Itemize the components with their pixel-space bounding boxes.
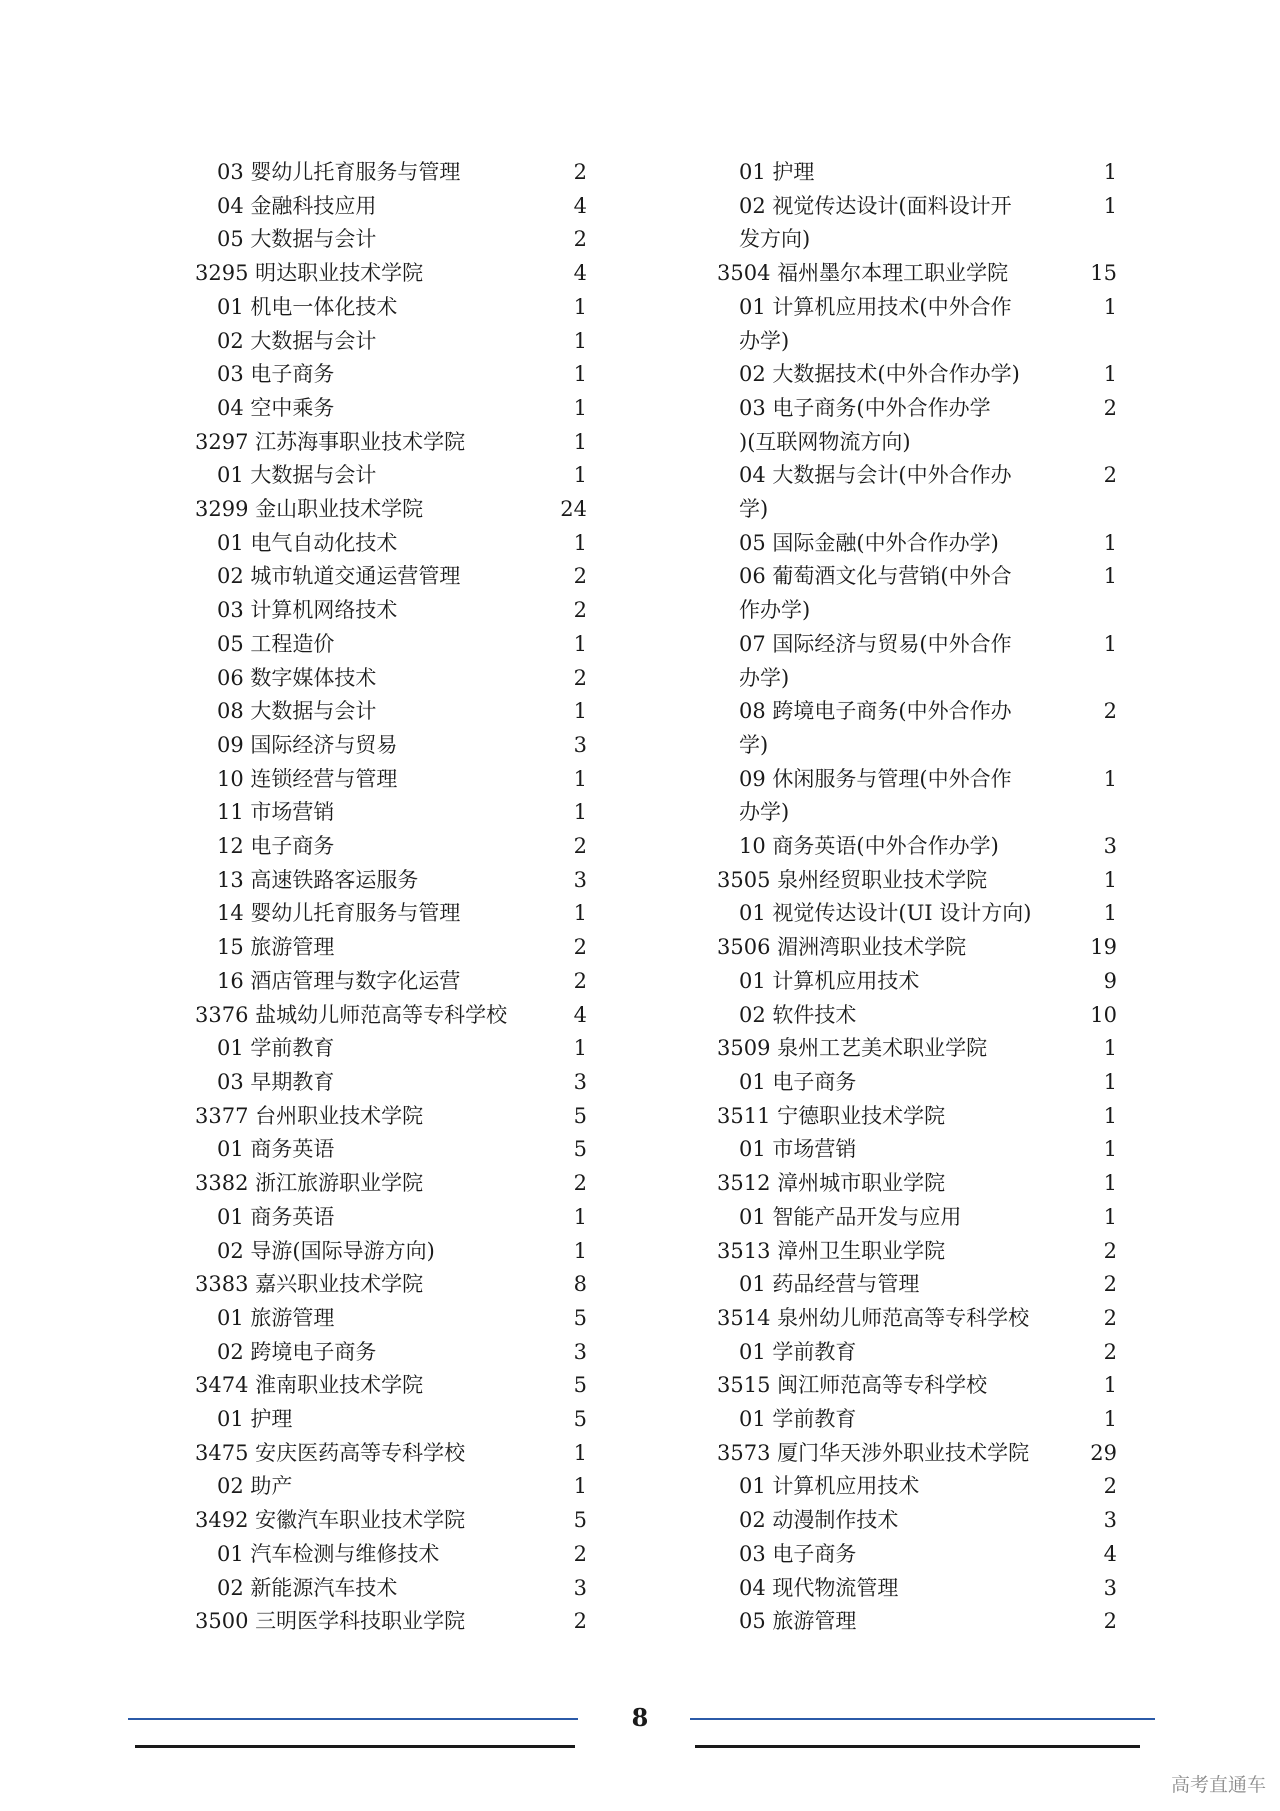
major-row	[717, 156, 1117, 190]
major-name: 01 护理	[217, 1407, 293, 1432]
school-name: 3299 金山职业技术学院	[195, 497, 424, 522]
major-name: 01 电子商务	[739, 1069, 857, 1094]
plan-count: 2	[1103, 1238, 1117, 1263]
major-name: 03 电子商务	[739, 1541, 857, 1566]
major-name: 08 大数据与会计	[217, 699, 377, 724]
major-row	[717, 830, 1117, 864]
plan-count: 2	[573, 968, 587, 993]
plan-count: 1	[573, 1238, 587, 1263]
major-name: 01 商务英语	[217, 1204, 335, 1229]
plan-count: 1	[1103, 901, 1117, 926]
plan-count: 1	[573, 328, 587, 353]
school-name: 3512 漳州城市职业学院	[717, 1171, 946, 1196]
left-column	[195, 156, 595, 1639]
school-name: 3382 浙江旅游职业学院	[195, 1171, 424, 1196]
major-row	[195, 1572, 595, 1606]
major-row	[717, 560, 1117, 627]
major-row	[195, 325, 595, 359]
school-name: 3509 泉州工艺美术职业学院	[717, 1036, 988, 1061]
major-row	[195, 156, 595, 190]
major-name: 01 机电一体化技术	[217, 294, 398, 319]
school-name: 3297 江苏海事职业技术学院	[195, 429, 466, 454]
plan-count: 4	[573, 1002, 587, 1027]
plan-count: 1	[1103, 530, 1117, 555]
school-row	[717, 1369, 1117, 1403]
major-row	[195, 729, 595, 763]
major-row	[717, 1268, 1117, 1302]
plan-count: 1	[573, 463, 587, 488]
major-row	[195, 1235, 595, 1269]
school-name: 3505 泉州经贸职业技术学院	[717, 867, 988, 892]
plan-count: 1	[573, 901, 587, 926]
plan-count: 5	[573, 1508, 587, 1533]
major-row	[717, 1201, 1117, 1235]
school-name: 3295 明达职业技术学院	[195, 261, 424, 286]
major-name: 10 商务英语(中外合作办学)	[739, 834, 999, 859]
plan-count: 1	[1103, 1171, 1117, 1196]
plan-count: 2	[1103, 1474, 1117, 1499]
major-name: 01 学前教育	[739, 1339, 857, 1364]
school-name: 3511 宁德职业技术学院	[717, 1103, 946, 1128]
major-row	[717, 358, 1117, 392]
major-row	[717, 628, 1117, 695]
plan-count: 10	[1090, 1002, 1117, 1027]
major-row	[717, 1538, 1117, 1572]
footer-line-bottom-left	[135, 1745, 575, 1748]
major-row	[717, 763, 1117, 830]
major-name: 07 国际经济与贸易(中外合作 办学)	[739, 631, 1012, 690]
plan-count: 1	[573, 530, 587, 555]
plan-count: 1	[1103, 766, 1117, 791]
plan-count: 1	[1103, 631, 1117, 656]
major-row	[195, 1133, 595, 1167]
plan-count: 1	[1103, 1036, 1117, 1061]
plan-count: 19	[1090, 935, 1117, 960]
school-row	[195, 1605, 595, 1639]
school-row	[195, 1100, 595, 1134]
plan-count: 15	[1090, 261, 1117, 286]
major-row	[195, 1201, 595, 1235]
plan-count: 1	[573, 1204, 587, 1229]
major-name: 01 护理	[739, 160, 815, 184]
school-name: 3377 台州职业技术学院	[195, 1103, 424, 1128]
school-row	[195, 1167, 595, 1201]
major-name: 08 跨境电子商务(中外合作办 学)	[739, 699, 1012, 757]
plan-count: 2	[1103, 699, 1117, 724]
school-row	[717, 1235, 1117, 1269]
major-row	[717, 1470, 1117, 1504]
school-row	[195, 1437, 595, 1471]
plan-count: 1	[1103, 160, 1117, 184]
major-row	[717, 1066, 1117, 1100]
school-name: 3376 盐城幼儿师范高等专科学校	[195, 1002, 508, 1027]
plan-count: 1	[573, 429, 587, 454]
major-row	[717, 459, 1117, 526]
school-row	[717, 864, 1117, 898]
major-name: 06 葡萄酒文化与营销(中外合 作办学)	[739, 564, 1012, 623]
plan-count: 2	[573, 160, 587, 184]
major-row	[717, 392, 1117, 459]
major-name: 03 婴幼儿托育服务与管理	[217, 160, 461, 184]
major-row	[195, 1538, 595, 1572]
major-row	[717, 1336, 1117, 1370]
major-name: 04 金融科技应用	[217, 193, 377, 218]
major-name: 01 大数据与会计	[217, 463, 377, 488]
plan-count: 1	[573, 631, 587, 656]
school-name: 3513 漳州卫生职业学院	[717, 1238, 946, 1263]
plan-count: 5	[573, 1103, 587, 1128]
school-name: 3506 湄洲湾职业技术学院	[717, 935, 967, 960]
major-row	[717, 1605, 1117, 1639]
major-row	[195, 1336, 595, 1370]
major-name: 01 智能产品开发与应用	[739, 1204, 962, 1229]
school-name: 3492 安徽汽车职业技术学院	[195, 1508, 466, 1533]
school-row	[195, 999, 595, 1033]
major-name: 02 视觉传达设计(面料设计开 发方向)	[739, 193, 1012, 252]
major-row	[717, 897, 1117, 931]
major-name: 02 助产	[217, 1474, 293, 1499]
school-row	[195, 1268, 595, 1302]
plan-count: 2	[573, 834, 587, 859]
plan-count: 2	[1103, 1339, 1117, 1364]
plan-count: 2	[1103, 1272, 1117, 1297]
major-name: 01 旅游管理	[217, 1305, 335, 1330]
major-row	[195, 796, 595, 830]
major-name: 13 高速铁路客运服务	[217, 867, 419, 892]
major-row	[195, 223, 595, 257]
plan-count: 4	[573, 261, 587, 286]
plan-count: 8	[573, 1272, 587, 1297]
major-row	[717, 1504, 1117, 1538]
school-row	[195, 257, 595, 291]
major-name: 04 现代物流管理	[739, 1575, 899, 1600]
plan-count: 1	[573, 1440, 587, 1465]
plan-count: 3	[573, 867, 587, 892]
major-row	[195, 392, 595, 426]
plan-count: 1	[1103, 362, 1117, 387]
plan-count: 1	[1103, 1407, 1117, 1432]
school-row	[717, 1100, 1117, 1134]
plan-count: 2	[573, 935, 587, 960]
major-row	[195, 763, 595, 797]
plan-count: 3	[1103, 834, 1117, 859]
footer-line-top-left	[128, 1718, 578, 1720]
major-row	[195, 897, 595, 931]
major-row	[195, 527, 595, 561]
major-name: 01 计算机应用技术	[739, 968, 920, 993]
major-row	[195, 358, 595, 392]
major-name: 05 旅游管理	[739, 1609, 857, 1634]
school-row	[717, 1032, 1117, 1066]
major-name: 02 大数据技术(中外合作办学)	[739, 362, 1020, 387]
plan-count: 3	[573, 1575, 587, 1600]
major-row	[195, 1302, 595, 1336]
plan-count: 1	[1103, 294, 1117, 319]
major-name: 10 连锁经营与管理	[217, 766, 398, 791]
school-row	[717, 1302, 1117, 1336]
major-name: 02 导游(国际导游方向)	[217, 1238, 435, 1263]
right-column	[717, 156, 1117, 1639]
major-name: 12 电子商务	[217, 834, 335, 859]
school-name: 3383 嘉兴职业技术学院	[195, 1272, 424, 1297]
plan-count: 2	[573, 564, 587, 589]
plan-count: 1	[1103, 1204, 1117, 1229]
major-row	[195, 931, 595, 965]
major-name: 01 商务英语	[217, 1137, 335, 1162]
major-name: 09 国际经济与贸易	[217, 732, 398, 757]
plan-count: 2	[573, 665, 587, 690]
major-name: 01 计算机应用技术(中外合作 办学)	[739, 294, 1012, 353]
plan-count: 2	[573, 598, 587, 623]
major-name: 09 休闲服务与管理(中外合作 办学)	[739, 766, 1012, 825]
major-row	[717, 190, 1117, 257]
major-row	[195, 190, 595, 224]
plan-count: 1	[573, 1036, 587, 1061]
page-number: 8	[631, 1703, 649, 1732]
plan-count: 4	[1103, 1541, 1117, 1566]
major-row	[195, 560, 595, 594]
major-name: 02 城市轨道交通运营管理	[217, 564, 461, 589]
major-name: 01 药品经营与管理	[739, 1272, 920, 1297]
plan-count: 29	[1090, 1440, 1117, 1465]
major-name: 03 电子商务	[217, 362, 335, 387]
major-name: 03 早期教育	[217, 1069, 335, 1094]
school-row	[717, 1437, 1117, 1471]
major-row	[195, 662, 595, 696]
plan-count: 2	[1103, 1609, 1117, 1634]
school-row	[195, 1369, 595, 1403]
major-name: 03 计算机网络技术	[217, 598, 398, 623]
major-name: 15 旅游管理	[217, 935, 335, 960]
major-name: 05 工程造价	[217, 631, 335, 656]
plan-count: 1	[573, 294, 587, 319]
plan-count: 1	[573, 395, 587, 420]
plan-count: 1	[573, 699, 587, 724]
school-row	[717, 1167, 1117, 1201]
major-row	[195, 695, 595, 729]
major-name: 16 酒店管理与数字化运营	[217, 968, 461, 993]
school-name: 3475 安庆医药高等专科学校	[195, 1440, 466, 1465]
major-name: 01 学前教育	[217, 1036, 335, 1061]
plan-count: 2	[573, 1541, 587, 1566]
plan-count: 3	[573, 1339, 587, 1364]
major-row	[717, 1572, 1117, 1606]
plan-count: 3	[573, 732, 587, 757]
plan-count: 3	[573, 1069, 587, 1094]
major-name: 01 学前教育	[739, 1407, 857, 1432]
plan-count: 9	[1103, 968, 1117, 993]
plan-count: 5	[573, 1137, 587, 1162]
major-name: 14 婴幼儿托育服务与管理	[217, 901, 461, 926]
major-name: 02 软件技术	[739, 1002, 857, 1027]
plan-count: 2	[1103, 1305, 1117, 1330]
major-row	[717, 527, 1117, 561]
major-row	[717, 999, 1117, 1033]
major-row	[195, 628, 595, 662]
major-name: 05 国际金融(中外合作办学)	[739, 530, 999, 555]
plan-count: 1	[1103, 1137, 1117, 1162]
major-row	[195, 864, 595, 898]
plan-count: 1	[573, 362, 587, 387]
major-row	[195, 830, 595, 864]
plan-count: 24	[560, 497, 587, 522]
major-name: 01 电气自动化技术	[217, 530, 398, 555]
major-row	[717, 695, 1117, 762]
major-row	[195, 965, 595, 999]
major-row	[717, 1403, 1117, 1437]
watermark: 高考直通车	[1170, 1774, 1266, 1796]
plan-count: 2	[573, 227, 587, 252]
major-name: 02 大数据与会计	[217, 328, 377, 353]
school-row	[717, 257, 1117, 291]
plan-count: 2	[1103, 463, 1117, 488]
major-name: 11 市场营销	[217, 800, 335, 825]
footer-line-bottom-right	[695, 1745, 1140, 1748]
major-name: 01 市场营销	[739, 1137, 857, 1162]
plan-count: 3	[1103, 1508, 1117, 1533]
plan-count: 5	[573, 1305, 587, 1330]
major-row	[717, 965, 1117, 999]
footer-line-top-right	[690, 1718, 1155, 1720]
school-row	[717, 931, 1117, 965]
major-row	[195, 291, 595, 325]
plan-count: 5	[573, 1407, 587, 1432]
major-row	[195, 594, 595, 628]
school-name: 3573 厦门华天涉外职业技术学院	[717, 1440, 1030, 1465]
major-name: 01 汽车检测与维修技术	[217, 1541, 440, 1566]
major-row	[195, 1066, 595, 1100]
school-name: 3515 闽江师范高等专科学校	[717, 1373, 988, 1398]
school-row	[195, 426, 595, 460]
plan-count: 2	[1103, 395, 1117, 420]
plan-count: 2	[573, 1171, 587, 1196]
school-name: 3474 淮南职业技术学院	[195, 1373, 424, 1398]
plan-count: 3	[1103, 1575, 1117, 1600]
major-row	[717, 291, 1117, 358]
school-row	[195, 493, 595, 527]
major-name: 05 大数据与会计	[217, 227, 377, 252]
plan-count: 5	[573, 1373, 587, 1398]
major-name: 02 动漫制作技术	[739, 1508, 899, 1533]
major-row	[195, 1403, 595, 1437]
plan-count: 4	[573, 193, 587, 218]
major-name: 02 新能源汽车技术	[217, 1575, 398, 1600]
major-name: 06 数字媒体技术	[217, 665, 377, 690]
plan-count: 1	[1103, 867, 1117, 892]
school-name: 3514 泉州幼儿师范高等专科学校	[717, 1305, 1030, 1330]
plan-count: 1	[1103, 1373, 1117, 1398]
plan-count: 1	[1103, 1103, 1117, 1128]
major-name: 01 计算机应用技术	[739, 1474, 920, 1499]
major-name: 03 电子商务(中外合作办学 )(互联网物流方向)	[739, 395, 991, 454]
major-name: 01 视觉传达设计(UI 设计方向)	[739, 901, 1032, 926]
school-name: 3504 福州墨尔本理工职业学院	[717, 261, 1009, 286]
major-name: 02 跨境电子商务	[217, 1339, 377, 1364]
major-row	[195, 1470, 595, 1504]
school-name: 3500 三明医学科技职业学院	[195, 1609, 466, 1634]
plan-count: 1	[573, 766, 587, 791]
major-name: 04 空中乘务	[217, 395, 335, 420]
plan-count: 1	[1103, 1069, 1117, 1094]
plan-count: 1	[573, 800, 587, 825]
school-row	[195, 1504, 595, 1538]
plan-count: 1	[1103, 193, 1117, 218]
plan-count: 2	[573, 1609, 587, 1634]
plan-count: 1	[1103, 564, 1117, 589]
major-row	[195, 1032, 595, 1066]
major-row	[717, 1133, 1117, 1167]
major-name: 04 大数据与会计(中外合作办 学)	[739, 463, 1012, 522]
plan-count: 1	[573, 1474, 587, 1499]
major-row	[195, 459, 595, 493]
